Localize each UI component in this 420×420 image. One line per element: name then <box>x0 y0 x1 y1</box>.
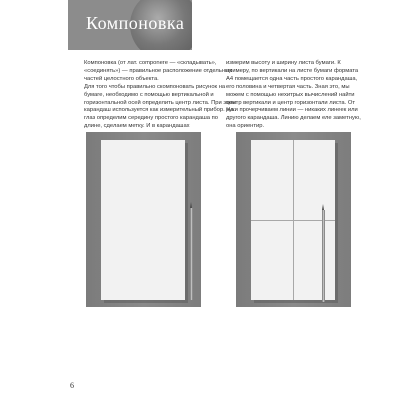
paragraph-measurement: измерим высоту и ширину листа бумаги. К примеру, по вертикали на листе бумаги формата А4 помещается одна часть простого карандаша, его половина и четвертая часть. Зная это, мы можем с помощью нехитрых вычислений найти центр вертикали и центр горизонтали листа. От руки прочерчиваем линии — никаких линеек или другого карандаша. Линию делаем еле заметную, она ориентир. <box>226 60 361 130</box>
pencil-image <box>322 210 325 302</box>
pencil-tip <box>190 202 192 208</box>
right-text-column <box>226 60 366 131</box>
paragraph-method: Для того чтобы правильно скомпоновать рисунок на бумаге, необходимо с помощью вертикальной и горизонтальной осей определить центр листа. При этом карандаш используется как измерительный прибор. На глаз определим середину простого карандаша по длине, сделаем метку. И в карандашах <box>84 83 236 130</box>
chapter-header <box>68 0 192 50</box>
chapter-title: Компоновка <box>86 13 185 33</box>
photo-blank-sheet <box>86 132 201 307</box>
page-number: 6 <box>70 381 74 390</box>
photo-sheet-with-axes <box>236 132 351 307</box>
paragraph-definition: Компоновка (от лат. componere — «складывать», «соединять») — правильное расположение отдельных частей целостного объекта. <box>84 60 233 82</box>
pencil-tip <box>322 204 324 210</box>
paper-sheet <box>101 140 185 300</box>
pencil-image <box>190 208 193 300</box>
left-text-column <box>84 60 236 131</box>
